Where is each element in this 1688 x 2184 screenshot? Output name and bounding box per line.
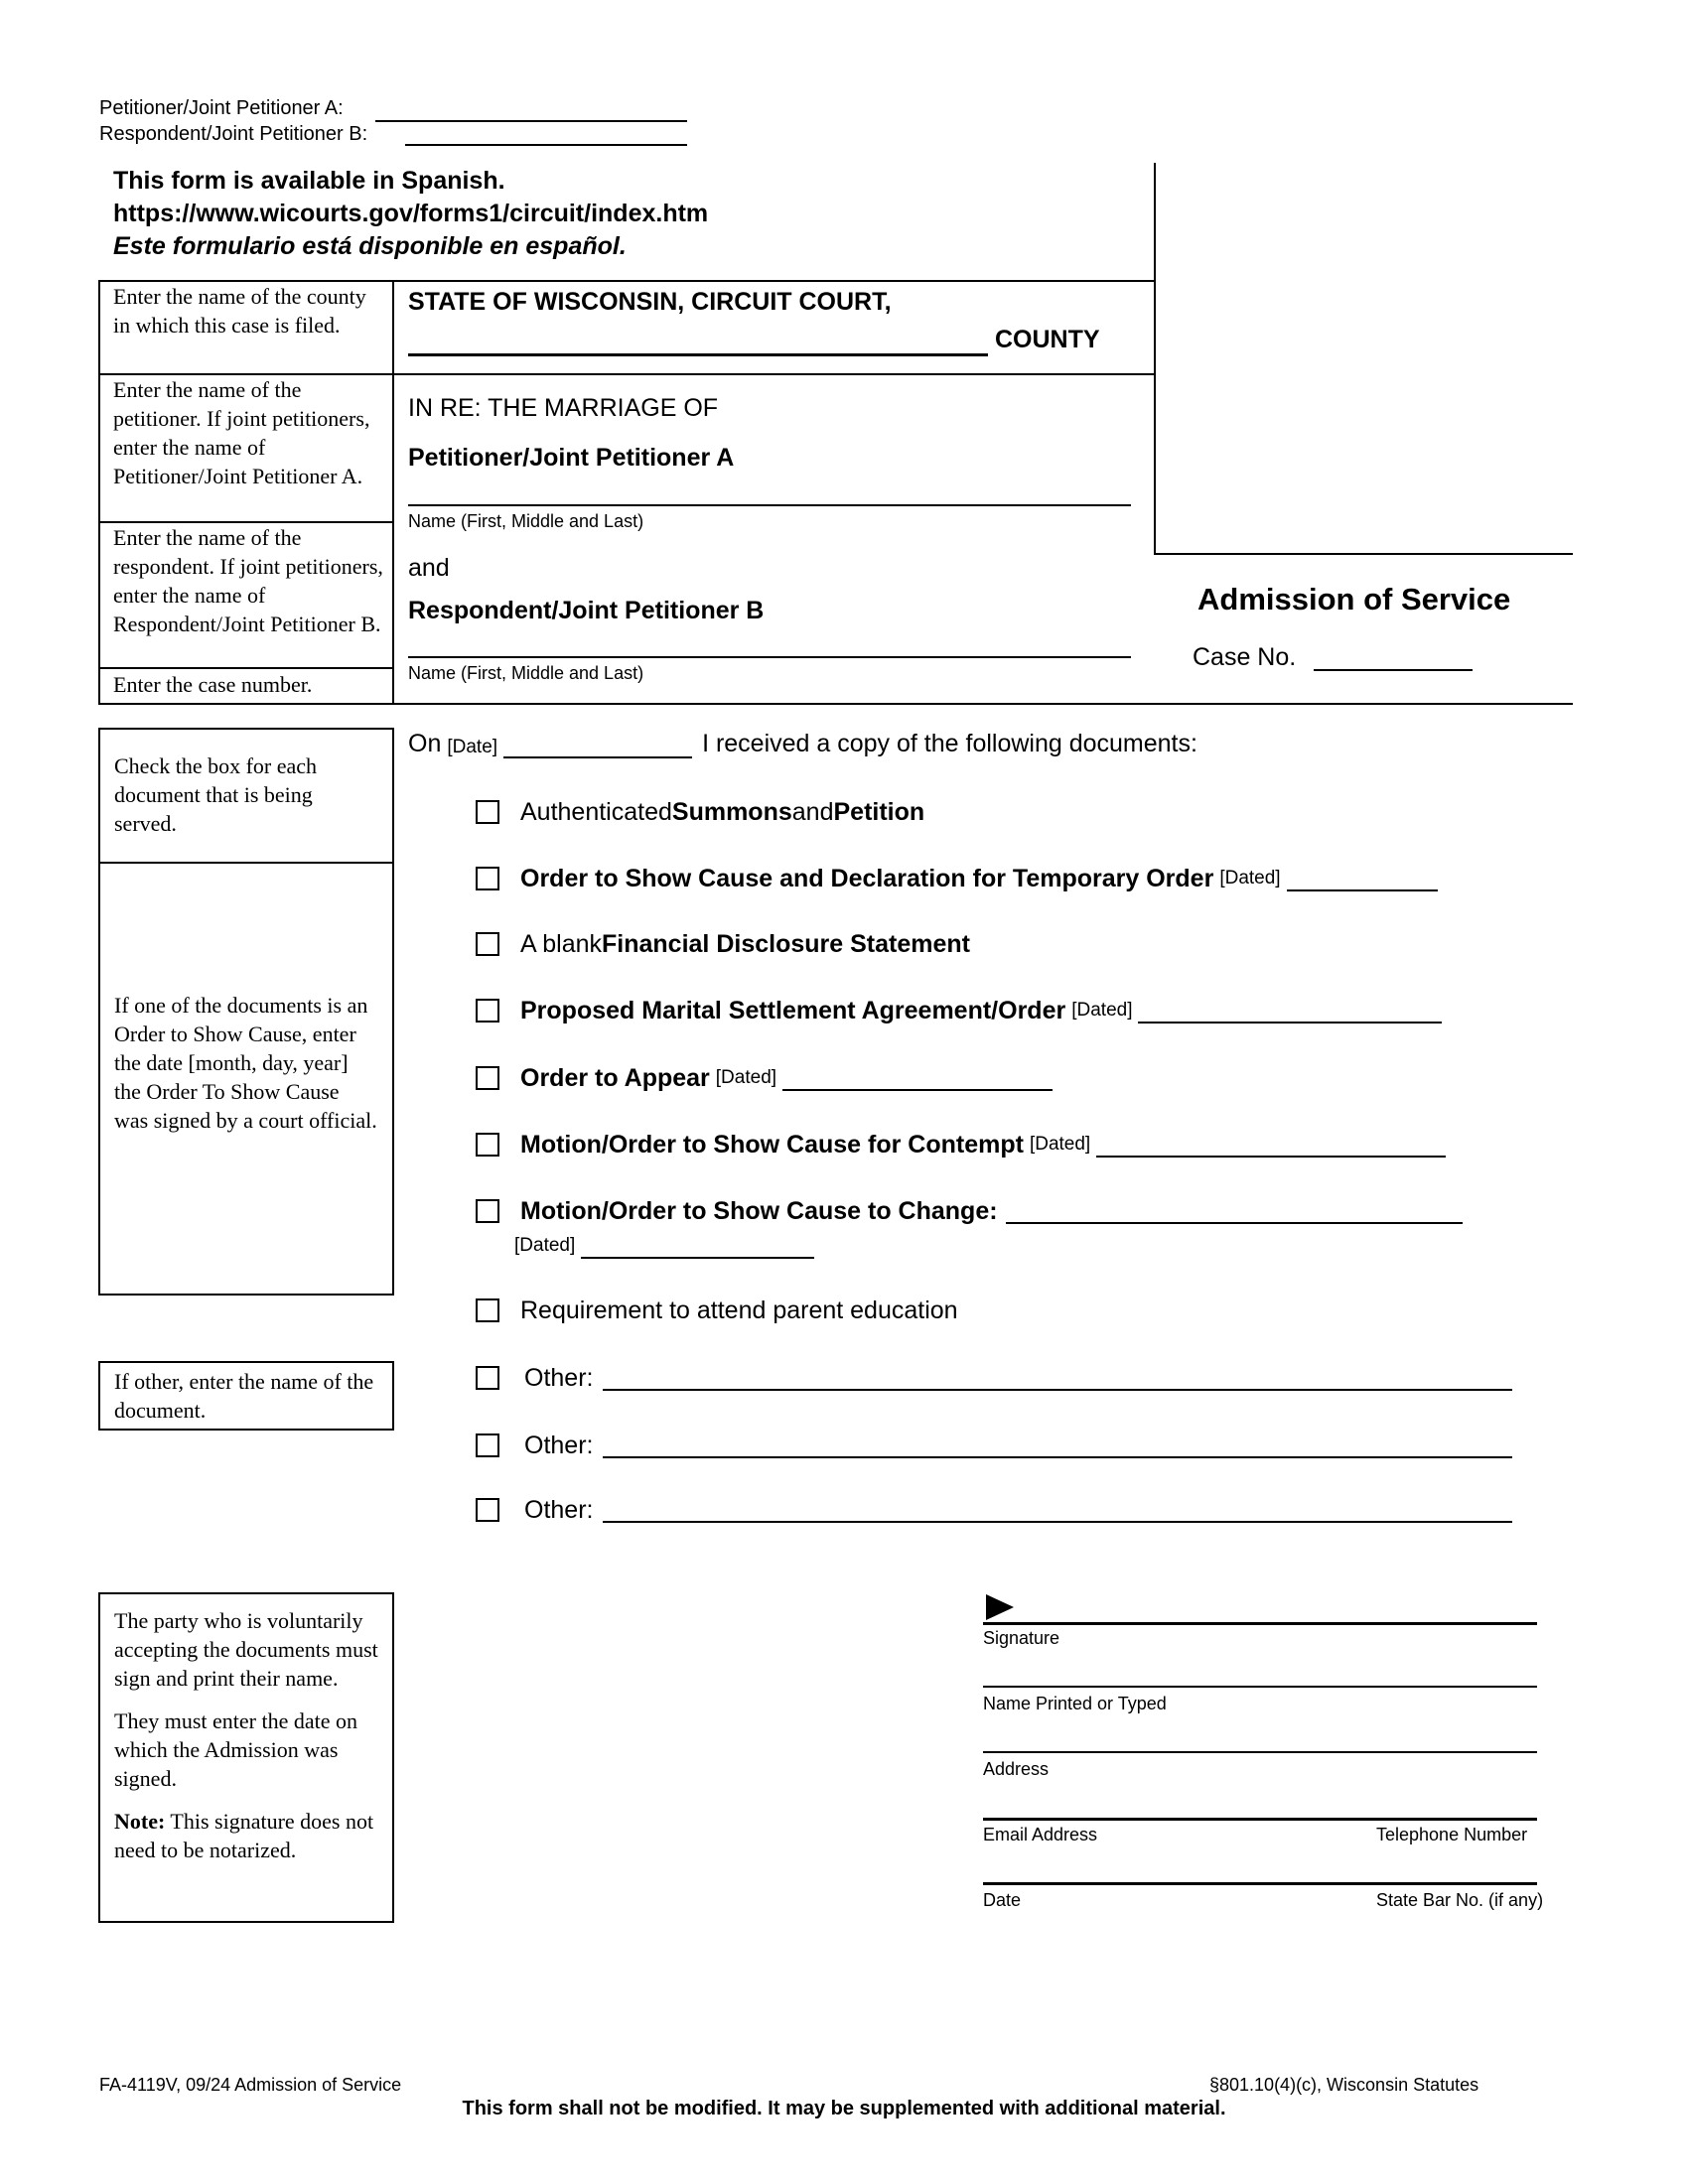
- summons-checkbox[interactable]: [476, 800, 499, 824]
- footer-notice: This form shall not be modified. It may be supplemented with additional material.: [462, 2098, 1226, 2119]
- dated-hint: [Dated]: [715, 1067, 777, 1088]
- email-phone-field[interactable]: [983, 1818, 1537, 1821]
- case-no-field[interactable]: [1314, 669, 1473, 671]
- signature-arrow-icon: [986, 1594, 1014, 1620]
- divider: [1154, 553, 1573, 555]
- county-field[interactable]: [408, 353, 988, 356]
- help-note: [114, 1807, 378, 1864]
- bar-label: State Bar No. (if any): [1376, 1890, 1544, 1910]
- case-no-label: Case No.: [1193, 643, 1297, 671]
- other-3-checkbox[interactable]: [476, 1498, 499, 1522]
- settlement-checkbox[interactable]: [476, 999, 499, 1023]
- date-bar-field[interactable]: [983, 1882, 1537, 1885]
- divider: [392, 280, 394, 705]
- divider: [1154, 163, 1156, 554]
- document-item-other-3: [476, 1493, 1512, 1527]
- help-case-number: Enter the case number.: [113, 672, 313, 697]
- divider: [98, 703, 1573, 705]
- document-item-order-show-cause: [476, 862, 1438, 895]
- form-id: FA-4119V, 09/24 Admission of Service: [99, 2075, 402, 2095]
- name-label: Name Printed or Typed: [983, 1694, 1167, 1713]
- and-label: and: [408, 554, 450, 582]
- document-item-other-1: [476, 1361, 1512, 1395]
- other-2-checkbox[interactable]: [476, 1433, 499, 1457]
- financial-disclosure-checkbox[interactable]: [476, 932, 499, 956]
- phone-label: Telephone Number: [1376, 1825, 1528, 1844]
- help-other: [98, 1361, 394, 1431]
- note-text: This signature does not need to be notarized.: [114, 1809, 374, 1862]
- form-title: Admission of Service: [1197, 582, 1511, 616]
- item-text: Summons: [671, 797, 792, 826]
- date-label: Date: [983, 1890, 1022, 1910]
- change-field[interactable]: [1006, 1198, 1463, 1224]
- signature-field[interactable]: [983, 1622, 1537, 1625]
- county-label: COUNTY: [995, 326, 1100, 353]
- respondent-field[interactable]: [405, 144, 687, 146]
- note-label: Note:: [114, 1809, 166, 1834]
- spanish-notice-text: This form is available in Spanish.: [113, 167, 505, 195]
- document-item-financial-disclosure: [476, 927, 970, 961]
- change-dated-line: [514, 1229, 814, 1263]
- received-text: I received a copy of the following documents:: [702, 730, 1197, 757]
- help-county: Enter the name of the county in which this case is filed.: [113, 284, 366, 338]
- document-item-order-appear: [476, 1061, 1053, 1095]
- document-item-contempt: [476, 1128, 1446, 1161]
- address-field[interactable]: [983, 1751, 1537, 1753]
- party-b-name-hint: Name (First, Middle and Last): [408, 663, 644, 683]
- item-text: Petition: [833, 797, 925, 826]
- dated-field[interactable]: [1138, 998, 1442, 1024]
- help-respondent: Enter the name of the respondent. If joint petitioners, enter the name of Respondent/Joint Petitioner B.: [113, 525, 383, 636]
- other-label: Other:: [524, 1495, 594, 1524]
- statute: §801.10(4)(c), Wisconsin Statutes: [1209, 2075, 1479, 2095]
- help-check-box: [98, 728, 394, 864]
- received-date-field[interactable]: [503, 733, 692, 758]
- dated-hint: [Dated]: [1219, 868, 1281, 888]
- item-text: A blank: [520, 929, 603, 958]
- spanish-notice-es: Este formulario está disponible en español.: [113, 232, 627, 260]
- document-item-other-2: [476, 1429, 1512, 1462]
- spanish-notice: [113, 165, 708, 263]
- dated-hint: [Dated]: [1071, 1000, 1133, 1021]
- item-text: and: [791, 797, 834, 826]
- date-hint: [Date]: [447, 737, 498, 757]
- other-1-field[interactable]: [603, 1365, 1512, 1391]
- help-check-box-text: Check the box for each document that is being served.: [114, 753, 318, 836]
- item-text: Requirement to attend parent education: [520, 1296, 958, 1324]
- court-heading: STATE OF WISCONSIN, CIRCUIT COURT,: [408, 288, 892, 316]
- help-sign-1: The party who is voluntarily accepting the documents must sign and print their name.: [114, 1608, 378, 1691]
- item-text: Order to Show Cause and Declaration for Temporary Order: [520, 864, 1214, 892]
- dated-field[interactable]: [581, 1233, 814, 1259]
- dated-hint: [Dated]: [514, 1235, 576, 1256]
- address-label: Address: [983, 1759, 1050, 1779]
- party-a-name-hint: Name (First, Middle and Last): [408, 511, 644, 531]
- contempt-checkbox[interactable]: [476, 1133, 499, 1157]
- item-text: Financial Disclosure Statement: [602, 929, 970, 958]
- party-b-name-field[interactable]: [408, 656, 1131, 658]
- help-order-date: [98, 862, 394, 1296]
- help-other-text: If other, enter the name of the document.: [114, 1369, 374, 1423]
- order-show-cause-checkbox[interactable]: [476, 867, 499, 890]
- party-a-label: Petitioner/Joint Petitioner A: [408, 444, 735, 472]
- party-b-label: Respondent/Joint Petitioner B: [408, 597, 765, 624]
- respondent-label: Respondent/Joint Petitioner B:: [99, 123, 368, 145]
- email-label: Email Address: [983, 1825, 1098, 1844]
- item-text: Proposed Marital Settlement Agreement/Order: [520, 996, 1066, 1024]
- divider: [98, 280, 100, 705]
- name-field[interactable]: [983, 1686, 1537, 1688]
- spanish-url[interactable]: https://www.wicourts.gov/forms1/circuit/index.htm: [113, 200, 709, 227]
- item-text: Authenticated: [520, 797, 672, 826]
- other-label: Other:: [524, 1363, 594, 1392]
- item-text: Motion/Order to Show Cause to Change:: [520, 1196, 998, 1225]
- dated-field[interactable]: [1096, 1132, 1446, 1158]
- other-1-checkbox[interactable]: [476, 1366, 499, 1390]
- help-sign-2: They must enter the date on which the Admission was signed.: [114, 1708, 357, 1791]
- dated-field[interactable]: [782, 1065, 1053, 1091]
- help-petitioner: Enter the name of the petitioner. If joint petitioners, enter the name of Petitioner/Joint Petitioner A.: [113, 377, 370, 488]
- received-line: [408, 730, 1197, 758]
- divider: [98, 667, 393, 669]
- document-item-change: [476, 1194, 1463, 1228]
- order-appear-checkbox[interactable]: [476, 1066, 499, 1090]
- petitioner-label: Petitioner/Joint Petitioner A:: [99, 97, 344, 119]
- dated-field[interactable]: [1287, 866, 1438, 891]
- document-item-summons: [476, 795, 924, 829]
- dated-hint: [Dated]: [1029, 1134, 1091, 1155]
- document-item-settlement: [476, 994, 1442, 1027]
- on-label: On: [408, 730, 442, 757]
- petitioner-field[interactable]: [375, 120, 687, 122]
- document-item-parent-education: [476, 1294, 958, 1327]
- other-label: Other:: [524, 1431, 594, 1459]
- other-3-field[interactable]: [603, 1497, 1512, 1523]
- change-checkbox[interactable]: [476, 1199, 499, 1223]
- signature-label: Signature: [983, 1628, 1060, 1648]
- in-re-label: IN RE: THE MARRIAGE OF: [408, 394, 719, 422]
- other-2-field[interactable]: [603, 1433, 1512, 1458]
- help-order-date-text: If one of the documents is an Order to Show Cause, enter the date [month, day, year] the Order To Show Cause was signed by a court official.: [114, 993, 377, 1133]
- parent-education-checkbox[interactable]: [476, 1298, 499, 1322]
- item-text: Order to Appear: [520, 1063, 710, 1092]
- party-a-name-field[interactable]: [408, 504, 1131, 506]
- item-text: Motion/Order to Show Cause for Contempt: [520, 1130, 1024, 1159]
- help-signature: [98, 1592, 394, 1923]
